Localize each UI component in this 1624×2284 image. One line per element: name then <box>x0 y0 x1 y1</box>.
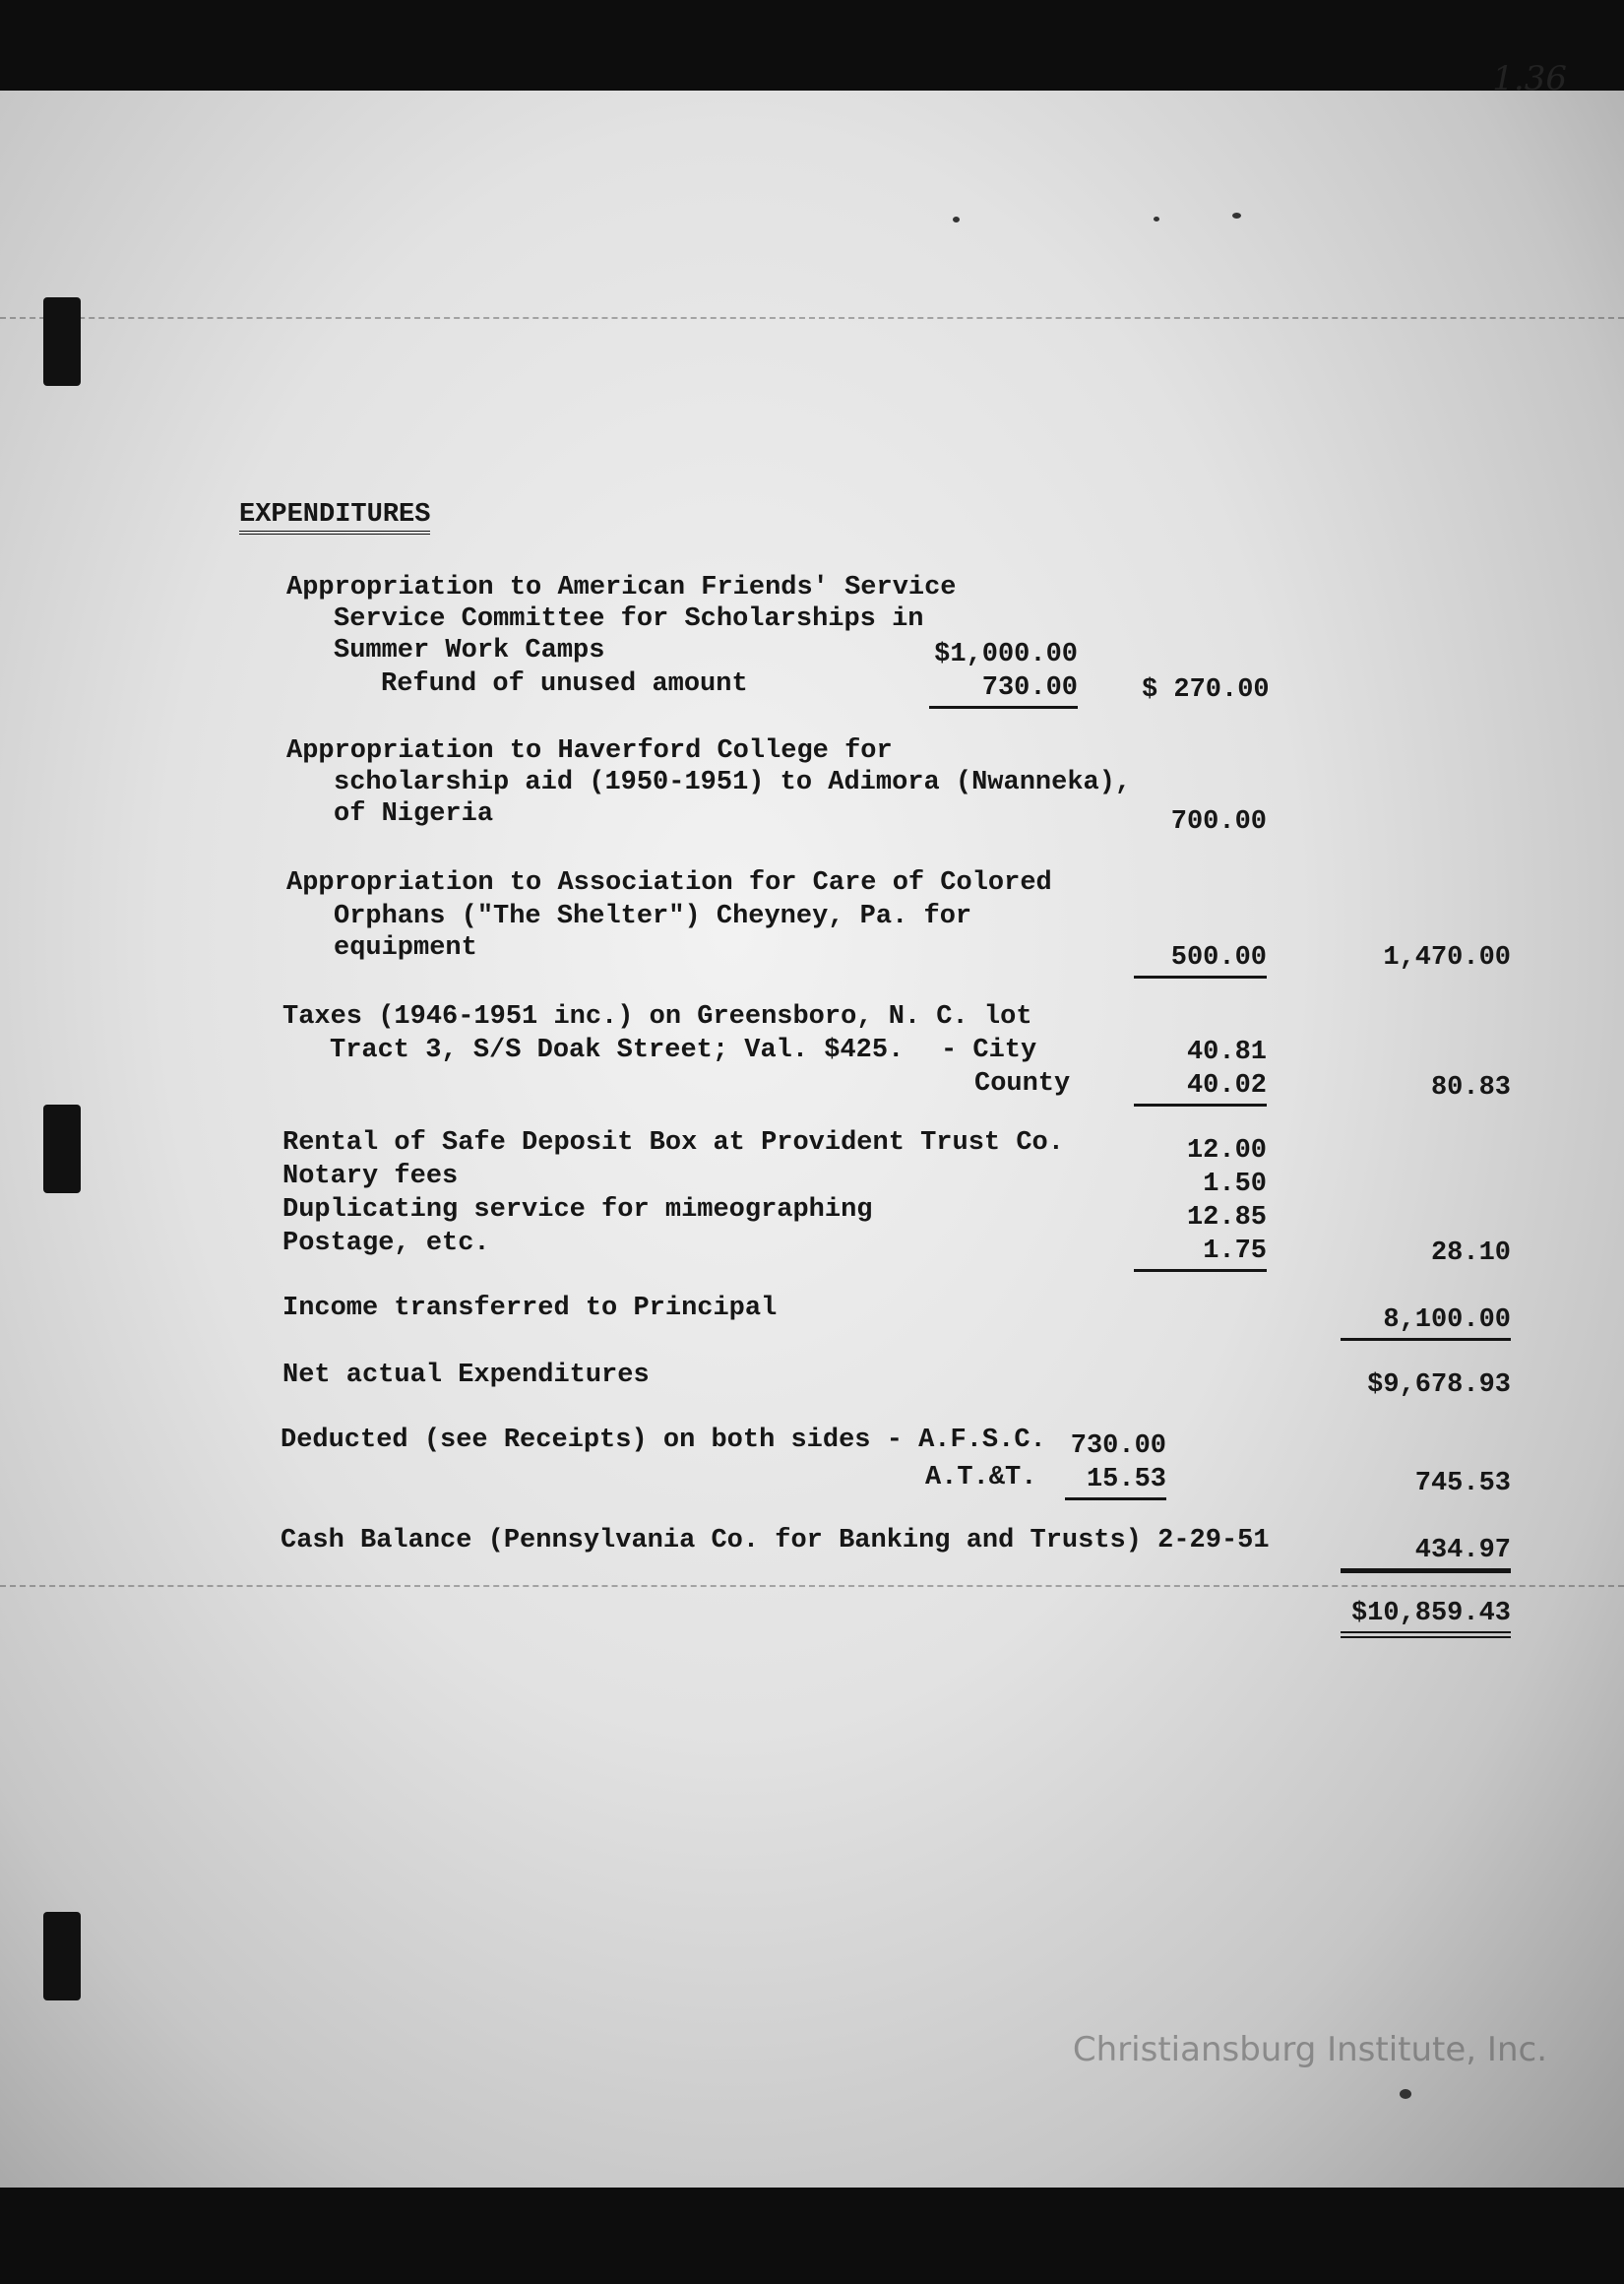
misc-amount-duplicating: 12.85 <box>1186 1203 1267 1233</box>
haverford-line-2: scholarship aid (1950-1951) to Adimora (Nwanneka), <box>334 768 1132 797</box>
misc-total: 28.10 <box>1430 1238 1511 1268</box>
deducted-total: 745.53 <box>1414 1469 1511 1498</box>
misc-label-duplicating: Duplicating service for mimeographing <box>282 1195 873 1225</box>
deducted-att-amount: 15.53 <box>1065 1467 1166 1500</box>
punch-hole-mark <box>43 1105 81 1193</box>
taxes-city-label: - City <box>941 1036 1037 1065</box>
taxes-county-amount: 40.02 <box>1134 1073 1267 1107</box>
ink-speck <box>1400 2089 1411 2099</box>
taxes-county-label: County <box>974 1069 1071 1099</box>
section-heading: EXPENDITURES <box>239 502 430 535</box>
net-amount: $9,678.93 <box>1367 1370 1511 1400</box>
misc-amount-safe-deposit: 12.00 <box>1186 1136 1267 1166</box>
taxes-city-amount: 40.81 <box>1186 1038 1267 1067</box>
afsc-refund-amount: 730.00 <box>929 675 1078 709</box>
taxes-total: 80.83 <box>1430 1073 1511 1103</box>
shelter-line-3: equipment <box>334 933 477 963</box>
deducted-att-label: A.T.&T. <box>925 1463 1037 1492</box>
page-number: 1.36 <box>1492 59 1567 98</box>
misc-label-postage: Postage, etc. <box>282 1229 490 1258</box>
shelter-amount: 500.00 <box>1134 945 1267 979</box>
ink-speck <box>1154 217 1159 222</box>
fold-line <box>0 317 1624 321</box>
watermark: Christiansburg Institute, Inc. <box>1072 2030 1547 2069</box>
haverford-amount: 700.00 <box>1170 807 1267 837</box>
deducted-label: Deducted (see Receipts) on both sides - A.F.S.C. <box>281 1426 1046 1455</box>
grand-total: $10,859.43 <box>1341 1601 1511 1638</box>
ink-speck <box>1232 213 1241 219</box>
taxes-line-1: Taxes (1946-1951 inc.) on Greensboro, N. C. lot <box>282 1002 1032 1032</box>
misc-amount-notary: 1.50 <box>1203 1170 1267 1199</box>
punch-hole-mark <box>43 1912 81 2000</box>
deducted-afsc-amount: 730.00 <box>1070 1431 1166 1461</box>
misc-amount-postage: 1.75 <box>1134 1238 1267 1272</box>
afsc-line-2: Service Committee for Scholarships in <box>334 604 924 634</box>
afsc-appropriation-amount: $1,000.00 <box>934 640 1078 669</box>
misc-label-notary: Notary fees <box>282 1162 459 1191</box>
shelter-line-2: Orphans ("The Shelter") Cheyney, Pa. for <box>334 902 972 931</box>
principal-label: Income transferred to Principal <box>282 1294 778 1323</box>
principal-amount: 8,100.00 <box>1341 1307 1511 1341</box>
afsc-line-4: Refund of unused amount <box>381 669 748 699</box>
haverford-line-1: Appropriation to Haverford College for <box>286 736 893 766</box>
afsc-line-3: Summer Work Camps <box>334 636 605 666</box>
net-label: Net actual Expenditures <box>282 1361 650 1390</box>
haverford-line-3: of Nigeria <box>334 799 494 829</box>
afsc-line-1: Appropriation to American Friends' Service <box>286 573 957 603</box>
taxes-line-2: Tract 3, S/S Doak Street; Val. $425. <box>330 1036 905 1065</box>
punch-hole-mark <box>43 297 81 386</box>
fold-line <box>0 1585 1624 1589</box>
misc-label-safe-deposit: Rental of Safe Deposit Box at Provident Trust Co. <box>282 1128 1064 1158</box>
cash-balance-label: Cash Balance (Pennsylvania Co. for Banking and Trusts) 2-29-51 <box>281 1526 1270 1555</box>
ink-speck <box>953 217 960 222</box>
shelter-line-1: Appropriation to Association for Care of Colored <box>286 868 1052 898</box>
afsc-net-amount: $ 270.00 <box>1142 675 1270 705</box>
cash-balance-amount: 434.97 <box>1341 1538 1511 1573</box>
shelter-subtotal: 1,470.00 <box>1383 943 1511 973</box>
